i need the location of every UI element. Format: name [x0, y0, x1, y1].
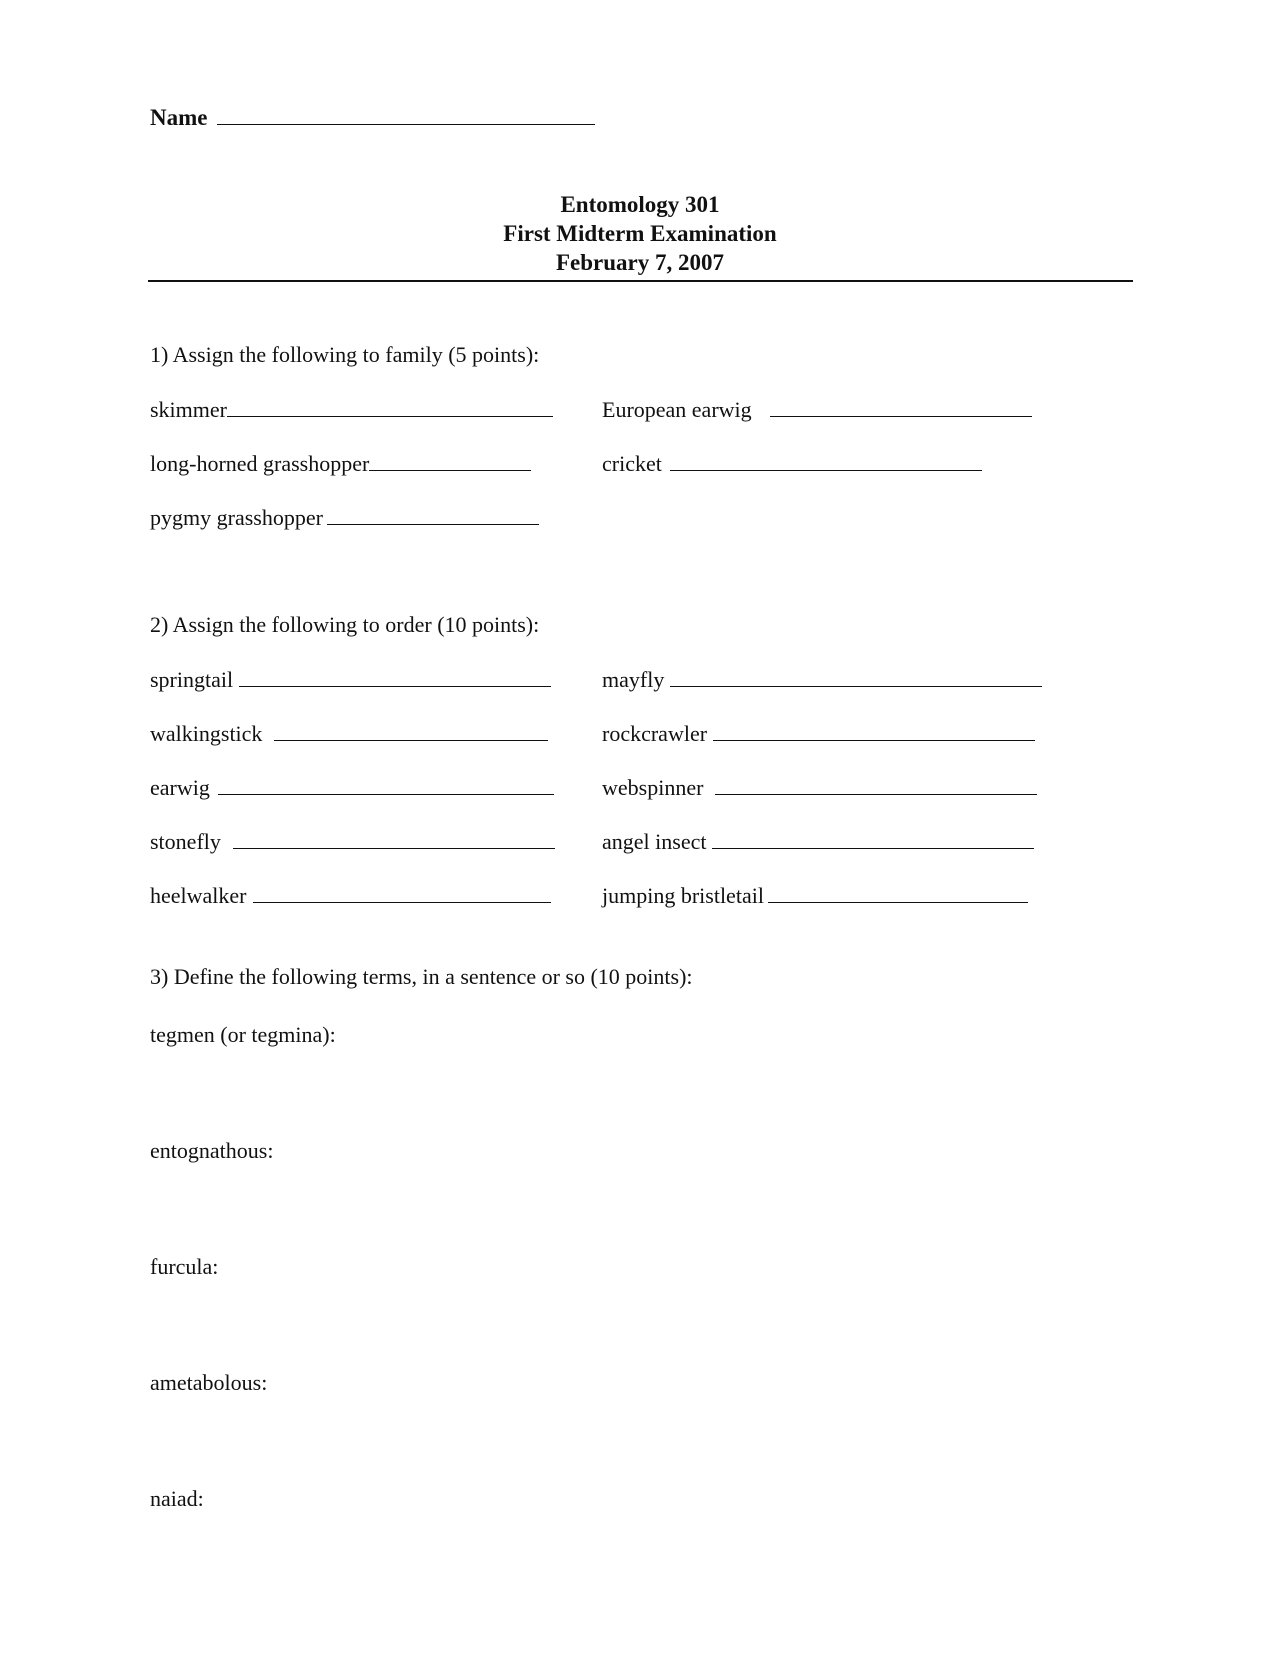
- q1-prompt: 1) Assign the following to family (5 points):: [150, 342, 540, 367]
- answer-blank[interactable]: [239, 666, 551, 687]
- item-label: skimmer: [150, 397, 227, 422]
- item-label: cricket: [602, 451, 662, 476]
- answer-blank[interactable]: [227, 396, 553, 417]
- q2-item-mayfly: [602, 666, 1042, 693]
- answer-blank[interactable]: [253, 882, 551, 903]
- q1-item-long-horned-grasshopper: [150, 450, 531, 477]
- answer-blank[interactable]: [274, 720, 548, 741]
- q2-item-angel-insect: [602, 828, 1034, 855]
- q3-term-entognathous: entognathous:: [150, 1138, 274, 1163]
- answer-blank[interactable]: [770, 396, 1032, 417]
- q2-item-webspinner: [602, 774, 1037, 801]
- q2-item-heelwalker: [150, 882, 551, 909]
- exam-header: [0, 190, 1280, 277]
- answer-blank[interactable]: [233, 828, 555, 849]
- exam-title: First Midterm Examination: [503, 221, 777, 246]
- item-label: rockcrawler: [602, 721, 708, 746]
- q1-item-european-earwig: [602, 396, 1032, 423]
- answer-blank[interactable]: [670, 450, 982, 471]
- q2-item-walkingstick: [150, 720, 548, 747]
- name-field[interactable]: [217, 104, 595, 125]
- item-label: walkingstick: [150, 721, 263, 746]
- q2-item-earwig: [150, 774, 554, 801]
- item-label: jumping bristletail: [602, 883, 764, 908]
- q1-item-pygmy-grasshopper: [150, 504, 539, 531]
- name-label: Name: [150, 105, 208, 130]
- q3-term-naiad: naiad:: [150, 1486, 204, 1511]
- name-row: [150, 104, 595, 131]
- q2-prompt: 2) Assign the following to order (10 points):: [150, 612, 540, 637]
- q3-term-ametabolous: ametabolous:: [150, 1370, 268, 1395]
- item-label: earwig: [150, 775, 210, 800]
- item-label: pygmy grasshopper: [150, 505, 323, 530]
- q2-item-rockcrawler: [602, 720, 1035, 747]
- item-label: springtail: [150, 667, 234, 692]
- item-label: webspinner: [602, 775, 704, 800]
- q2-item-jumping-bristletail: [602, 882, 1028, 909]
- answer-blank[interactable]: [715, 774, 1037, 795]
- item-label: mayfly: [602, 667, 665, 692]
- q2-item-springtail: [150, 666, 551, 693]
- item-label: stonefly: [150, 829, 221, 854]
- item-label: heelwalker: [150, 883, 247, 908]
- answer-blank[interactable]: [218, 774, 554, 795]
- answer-blank[interactable]: [369, 450, 531, 471]
- q1-item-cricket: [602, 450, 982, 477]
- answer-blank[interactable]: [327, 504, 539, 525]
- item-label: long-horned grasshopper: [150, 451, 370, 476]
- header-rule: [148, 280, 1133, 282]
- course-title: Entomology 301: [560, 192, 720, 217]
- q3-prompt: 3) Define the following terms, in a sentence or so (10 points):: [150, 964, 693, 989]
- answer-blank[interactable]: [713, 720, 1035, 741]
- q2-item-stonefly: [150, 828, 555, 855]
- q1-item-skimmer: [150, 396, 553, 423]
- exam-date: February 7, 2007: [555, 250, 724, 275]
- item-label: angel insect: [602, 829, 707, 854]
- answer-blank[interactable]: [768, 882, 1028, 903]
- answer-blank[interactable]: [670, 666, 1042, 687]
- item-label: European earwig: [602, 397, 752, 422]
- q3-term-furcula: furcula:: [150, 1254, 219, 1279]
- answer-blank[interactable]: [712, 828, 1034, 849]
- q3-term-tegmen: tegmen (or tegmina):: [150, 1022, 336, 1047]
